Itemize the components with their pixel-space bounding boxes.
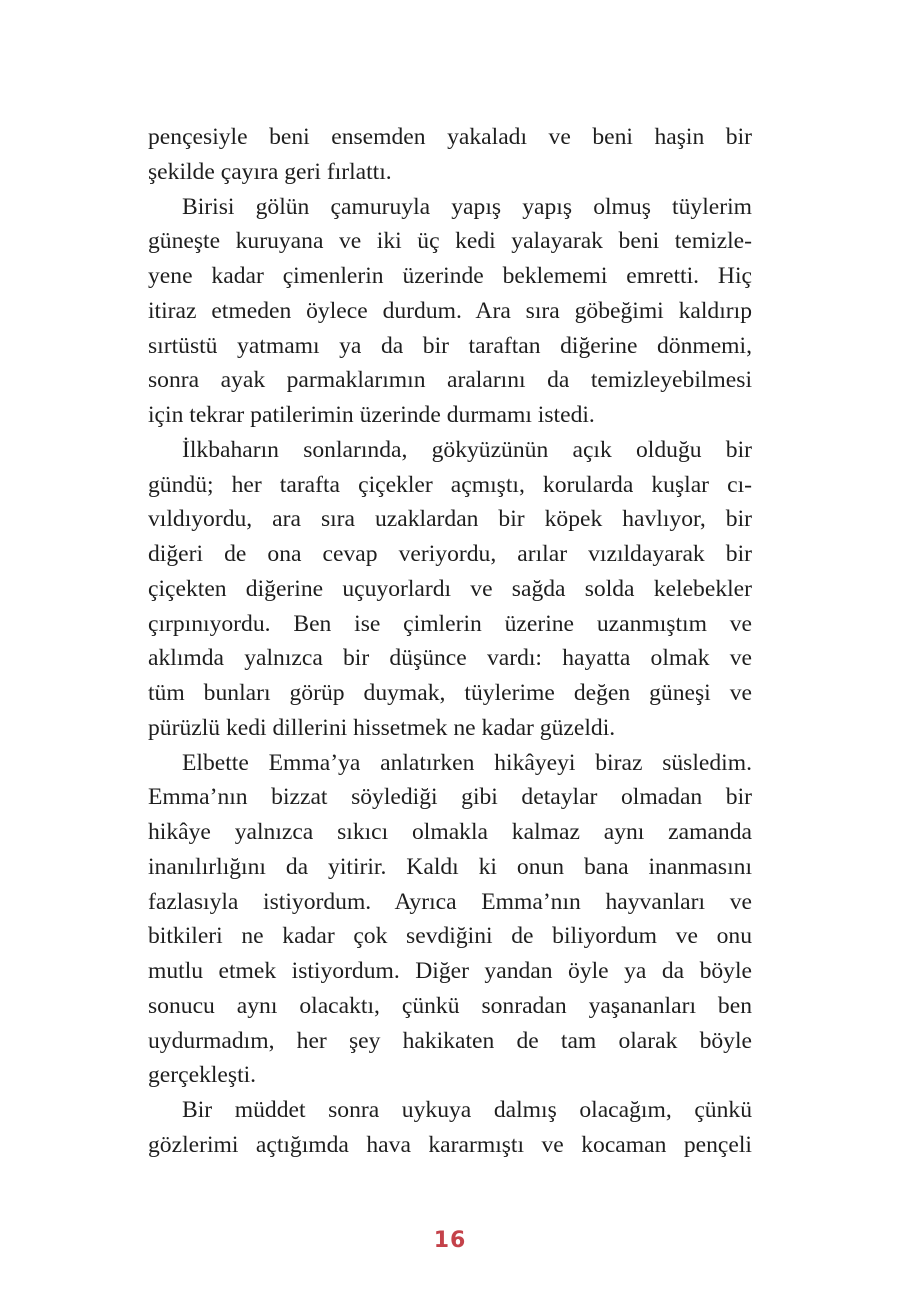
text-line: sırtüstü yatmamı ya da bir taraftan diğerine dönmemi, (148, 332, 752, 359)
paragraph (148, 190, 752, 433)
text-line: bitkileri ne kadar çok sevdiğini de biliyordum ve onu (148, 923, 752, 950)
text-line: sonra ayak parmaklarımın aralarını da temizleyebilmesi (148, 367, 752, 394)
page-number: 16 (433, 1228, 467, 1253)
text-line: Bir müddet sonra uykuya dalmış olacağım, çünkü (182, 1097, 752, 1123)
text-line: pürüzlü kedi dillerini hissetmek ne kadar güzeldi. (148, 714, 616, 741)
text-line: yene kadar çimenlerin üzerinde beklememi emretti. Hiç (148, 263, 752, 289)
paragraph (148, 746, 752, 1094)
text-line: sonucu aynı olacaktı, çünkü sonradan yaşananları ben (148, 992, 752, 1019)
text-line: hikâye yalnızca sıkıcı olmakla kalmaz aynı zamanda (148, 819, 752, 845)
text-line: uydurmadım, her şey hakikaten de tam olarak böyle (148, 1027, 752, 1054)
text-line: gözlerimi açtığımda hava kararmıştı ve kocaman pençeli (148, 1131, 752, 1158)
body-text (148, 120, 752, 1163)
text-line: güneşte kuruyana ve iki üç kedi yalayarak beni temizle- (148, 228, 752, 255)
text-line: tüm bunları görüp duymak, tüylerime değen güneşi ve (148, 680, 752, 706)
text-line: Emma’nın bizzat söylediği gibi detaylar olmadan bir (148, 784, 752, 811)
text-line: gündü; her tarafta çiçekler açmıştı, korularda kuşlar cı- (148, 471, 752, 498)
text-line: şekilde çayıra geri fırlattı. (148, 158, 392, 185)
text-line: itiraz etmeden öylece durdum. Ara sıra göbeğimi kaldırıp (148, 297, 752, 324)
text-line: vıldıyordu, ara sıra uzaklardan bir köpek havlıyor, bir (148, 506, 752, 533)
text-line: fazlasıyla istiyordum. Ayrıca Emma’nın hayvanları ve (148, 888, 752, 915)
text-line: Elbette Emma’ya anlatırken hikâyeyi biraz süsledim. (182, 749, 752, 776)
text-line: pençesiyle beni ensemden yakaladı ve beni haşin bir (148, 124, 752, 150)
paragraph (148, 1093, 752, 1163)
text-line: Birisi gölün çamuruyla yapış yapış olmuş tüylerim (182, 193, 752, 220)
text-line: aklımda yalnızca bir düşünce vardı: hayatta olmak ve (148, 645, 752, 672)
text-line: inanılırlığını da yitirir. Kaldı ki onun bana inanmasını (148, 853, 752, 880)
paragraph (148, 433, 752, 746)
text-line: çırpınıyordu. Ben ise çimlerin üzerine uzanmıştım ve (148, 610, 752, 637)
text-line: diğeri de ona cevap veriyordu, arılar vızıldayarak bir (148, 541, 752, 567)
text-line: mutlu etmek istiyordum. Diğer yandan öyle ya da böyle (148, 958, 752, 984)
paragraph (148, 120, 752, 190)
text-line: gerçekleşti. (148, 1062, 257, 1089)
text-line: çiçekten diğerine uçuyorlardı ve sağda solda kelebekler (148, 575, 752, 602)
text-line: için tekrar patilerimin üzerinde durmamı istedi. (148, 402, 595, 428)
text-line: İlkbaharın sonlarında, gökyüzünün açık olduğu bir (182, 436, 752, 463)
